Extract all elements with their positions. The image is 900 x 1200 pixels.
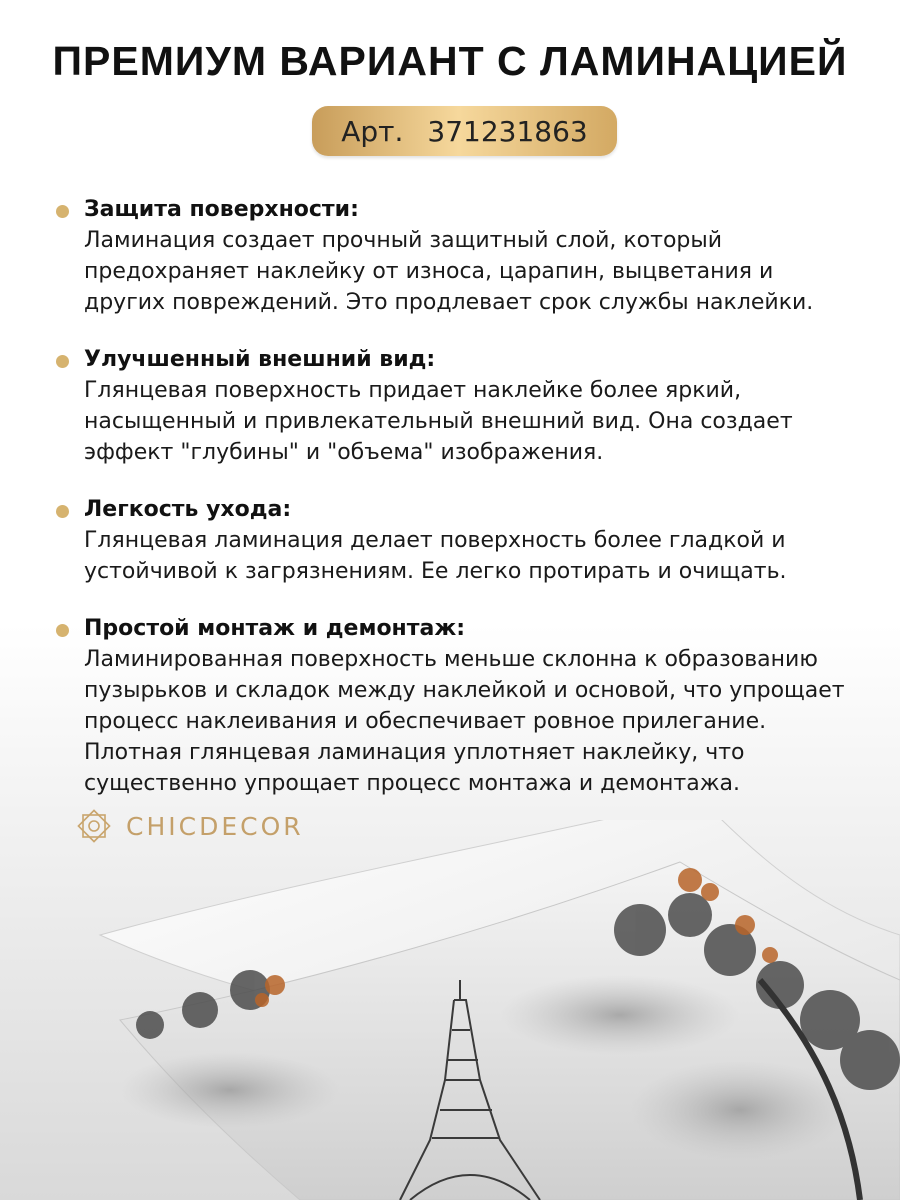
bullet-dot-icon (56, 355, 69, 368)
bullet-dot-icon (56, 624, 69, 637)
feature-title: Защита поверхности: (84, 197, 359, 222)
feature-title: Легкость ухода: (84, 497, 292, 522)
feature-item (56, 194, 876, 318)
bullet-dot-icon (56, 205, 69, 218)
feature-text-line: процесс наклеивания и обеспечивает ровное прилегание. (84, 709, 767, 734)
feature-item (56, 344, 876, 468)
article-number: 371231863 (427, 114, 588, 148)
feature-title: Улучшенный внешний вид: (84, 347, 436, 372)
feature-text-line: пузырьков и складок между наклейкой и основой, что упрощает (84, 678, 845, 703)
feature-text-line: насыщенный и привлекательный внешний вид. Она создает (84, 409, 793, 434)
cloud-shape (120, 1052, 340, 1128)
feature-title: Простой монтаж и демонтаж: (84, 616, 466, 641)
feature-text-line: Ламинация создает прочный защитный слой, который (84, 228, 723, 253)
feature-text-line: Плотная глянцевая ламинация уплотняет наклейку, что (84, 740, 745, 765)
feature-text-line: предохраняет наклейку от износа, царапин, выцветания и (84, 259, 774, 284)
feature-text-line: Глянцевая поверхность придает наклейке более яркий, (84, 378, 742, 403)
article-label: Арт. (341, 114, 404, 148)
feature-text-line: существенно упрощает процесс монтажа и демонтажа. (84, 771, 740, 796)
feature-text-line: устойчивой к загрязнениям. Ее легко протирать и очищать. (84, 559, 787, 584)
bullet-dot-icon (56, 505, 69, 518)
feature-list (56, 194, 876, 825)
feature-item (56, 613, 876, 799)
page-title: ПРЕМИУМ ВАРИАНТ С ЛАМИНАЦИЕЙ (52, 38, 848, 84)
feature-text-line: эффект "глубины" и "объема" изображения. (84, 440, 604, 465)
feature-text-line: других повреждений. Это продлевает срок службы наклейки. (84, 290, 814, 315)
cloud-shape (630, 1060, 850, 1160)
feature-text-line: Ламинированная поверхность меньше склонна к образованию (84, 647, 818, 672)
article-badge (312, 106, 617, 156)
poster-illustration (0, 820, 900, 1200)
feature-item (56, 494, 876, 587)
cloud-shape (500, 975, 740, 1055)
feature-text-line: Глянцевая ламинация делает поверхность более гладкой и (84, 528, 786, 553)
brand-name: CHICDECOR (126, 811, 304, 841)
